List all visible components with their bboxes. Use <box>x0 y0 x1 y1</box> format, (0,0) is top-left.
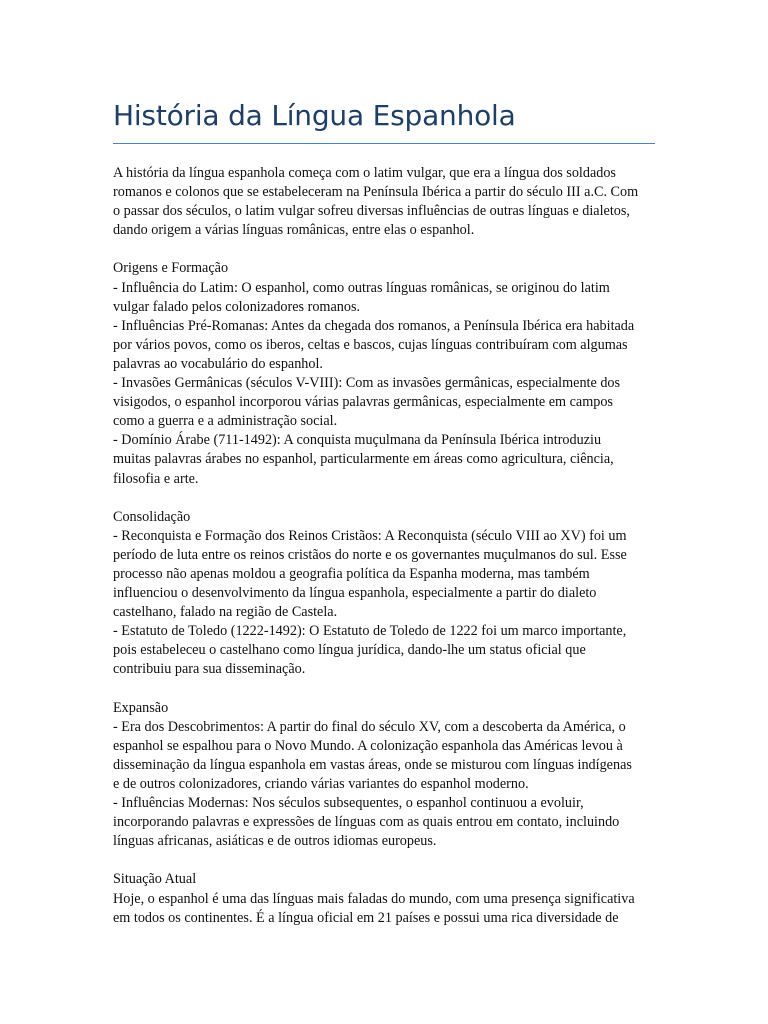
section-line: - Invasões Germânicas (séculos V-VIII): Com as invasões germânicas, especialmente dos <box>113 375 621 392</box>
intro-line: romanos e colonos que se estabeleceram na Península Ibérica a partir do século III a.C. Com <box>113 184 639 201</box>
section-line: incorporando palavras e expressões de línguas com as quais entrou em contato, incluindo <box>113 814 620 831</box>
intro-paragraph <box>113 164 655 240</box>
section-line: em todos os continentes. É a língua oficial em 21 países e possui uma rica diversidade de <box>113 909 619 926</box>
intro-line: dando origem a várias línguas românicas, entre elas o espanhol. <box>113 222 475 239</box>
section-heading: Consolidação <box>113 508 191 525</box>
section-line: e de outros colonizadores, criando várias variantes do espanhol moderno. <box>113 776 529 792</box>
section-line: - Influência do Latim: O espanhol, como outras línguas românicas, se originou do latim <box>113 279 610 296</box>
section-line: por vários povos, como os iberos, celtas e bascos, cujas línguas contribuíram com algumas <box>113 336 628 353</box>
section-expansao <box>113 699 655 852</box>
section-line: Hoje, o espanhol é uma das línguas mais faladas do mundo, com uma presença significativa <box>113 890 635 907</box>
section-line: - Estatuto de Toledo (1222-1492): O Estatuto de Toledo de 1222 foi um marco importante, <box>113 623 627 640</box>
section-line: - Reconquista e Formação dos Reinos Cristãos: A Reconquista (século VIII ao XV) foi um <box>113 527 627 544</box>
section-origens <box>113 259 655 488</box>
section-line: castelhano, falado na região de Castela. <box>113 604 338 621</box>
section-line: período de luta entre os reinos cristãos do norte e os governantes muçulmanos do sul. Esse <box>113 546 627 563</box>
section-line: processo não apenas moldou a geografia política da Espanha moderna, mas também <box>113 565 590 582</box>
title-underline <box>113 143 655 144</box>
section-line: palavras ao vocabulário do espanhol. <box>113 355 323 372</box>
section-line: - Domínio Árabe (711-1492): A conquista muçulmana da Península Ibérica introduziu <box>113 432 602 449</box>
section-line: disseminação da língua espanhola em vastas áreas, onde se misturou com línguas indígenas <box>113 756 632 773</box>
section-line: contribuiu para sua disseminação. <box>113 661 306 678</box>
section-line: influenciou o desenvolvimento da língua espanhola, especialmente a partir do dialeto <box>113 585 597 602</box>
section-line: - Influências Modernas: Nos séculos subsequentes, o espanhol continuou a evoluir, <box>113 795 584 812</box>
section-line: vulgar falado pelos colonizadores romanos. <box>113 298 361 315</box>
intro-line: o passar dos séculos, o latim vulgar sofreu diversas influências de outras línguas e dialetos, <box>113 203 630 220</box>
document-body <box>113 164 655 928</box>
section-line: - Era dos Descobrimentos: A partir do final do século XV, com a descoberta da América, o <box>113 718 626 735</box>
section-heading: Situação Atual <box>113 871 197 888</box>
section-heading: Expansão <box>113 699 169 716</box>
section-line: visigodos, o espanhol incorporou várias palavras germânicas, especialmente em campos <box>113 394 613 411</box>
section-situacao-atual <box>113 870 655 927</box>
document-title: História da Língua Espanhola <box>113 99 516 132</box>
section-heading: Origens e Formação <box>113 260 229 277</box>
section-line: pois estabeleceu o castelhano como língua jurídica, dando-lhe um status oficial que <box>113 642 586 659</box>
section-line: como a guerra e a administração social. <box>113 413 338 430</box>
section-line: - Influências Pré-Romanas: Antes da chegada dos romanos, a Península Ibérica era habitada <box>113 317 635 334</box>
document-page <box>113 96 655 947</box>
section-line: espanhol se espalhou para o Novo Mundo. A colonização espanhola das Américas levou à <box>113 737 623 754</box>
section-line: filosofia e arte. <box>113 470 199 487</box>
intro-line: A história da língua espanhola começa com o latim vulgar, que era a língua dos soldados <box>113 165 616 181</box>
section-line: línguas africanas, asiáticas e de outros idiomas europeus. <box>113 833 437 850</box>
section-consolidacao <box>113 508 655 680</box>
section-line: muitas palavras árabes no espanhol, particularmente em áreas como agricultura, ciência, <box>113 451 614 468</box>
